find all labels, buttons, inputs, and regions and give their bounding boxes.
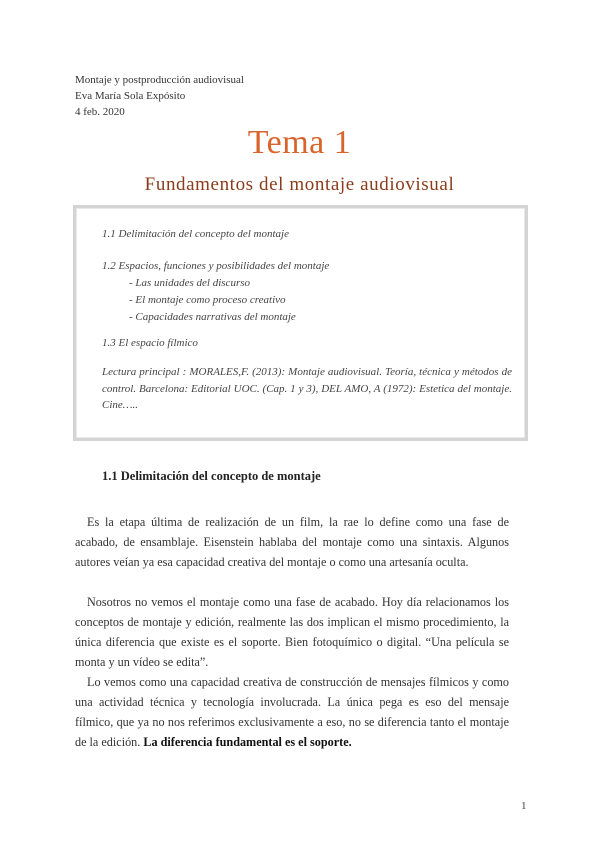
paragraph-1 — [75, 512, 509, 572]
author-name: Eva María Sola Expósito — [75, 90, 186, 102]
toc-subitem: - Las unidades del discurso — [129, 277, 250, 289]
paragraph-3-text: Lo vemos como una capacidad creativa de construcción de mensajes fílmicos y como una actividad técnica y tecnología involucrada. La única pega es eso del mensaje fílmico, que ya no nos referimos exclusivamente a eso, no se diferencia tanto el montaje de la edición. — [75, 675, 509, 749]
toc-subitem: - El montaje como proceso creativo — [129, 294, 286, 306]
paragraph-1-text: Es la etapa última de realización de un film, la rae lo define como una fase de acabado, de ensamblaje. Eisenstein hablaba del montaje como una sintaxis. Algunos autores veían ya esa capacidad creativa del montaje o como una artesanía oculta. — [75, 515, 509, 569]
toc-item-2: 1.2 Espacios, funciones y posibilidades del montaje — [102, 260, 330, 272]
paragraph-2-text: Nosotros no vemos el montaje como una fase de acabado. Hoy día relacionamos los conceptos de montaje y edición, realmente las dos implican el mismo procedimiento, la única diferencia que existe es el soporte. Bien fotoquímico o digital. “Una película se monta y un vídeo se edita”. — [75, 595, 509, 669]
section-heading: 1.1 Delimitación del concepto de montaje — [102, 469, 321, 483]
paragraph-2 — [75, 592, 509, 672]
paragraph-3-emphasis: La diferencia fundamental es el soporte. — [143, 735, 352, 749]
page-title: Tema 1 — [247, 124, 352, 161]
course-name: Montaje y postproducción audiovisual — [75, 74, 244, 86]
document-header — [75, 72, 244, 120]
page-subtitle: Fundamentos del montaje audiovisual — [144, 174, 455, 195]
document-date: 4 feb. 2020 — [75, 106, 125, 118]
toc-reading: Lectura principal : MORALES,F. (2013): Montaje audiovisual. Teoría, técnica y métodos de control. Barcelona: Editorial UOC. (Cap. 1 y 3), DEL AMO, A (1972): Estetica del montaje. Cine….. — [102, 366, 512, 411]
page-number: 1 — [521, 800, 527, 812]
toc-subitem: - Capacidades narrativas del montaje — [129, 311, 296, 323]
toc-item-3: 1.3 El espacio fílmico — [102, 337, 198, 349]
toc-item-1: 1.1 Delimitación del concepto del montaje — [102, 228, 289, 240]
paragraph-3 — [75, 672, 509, 752]
